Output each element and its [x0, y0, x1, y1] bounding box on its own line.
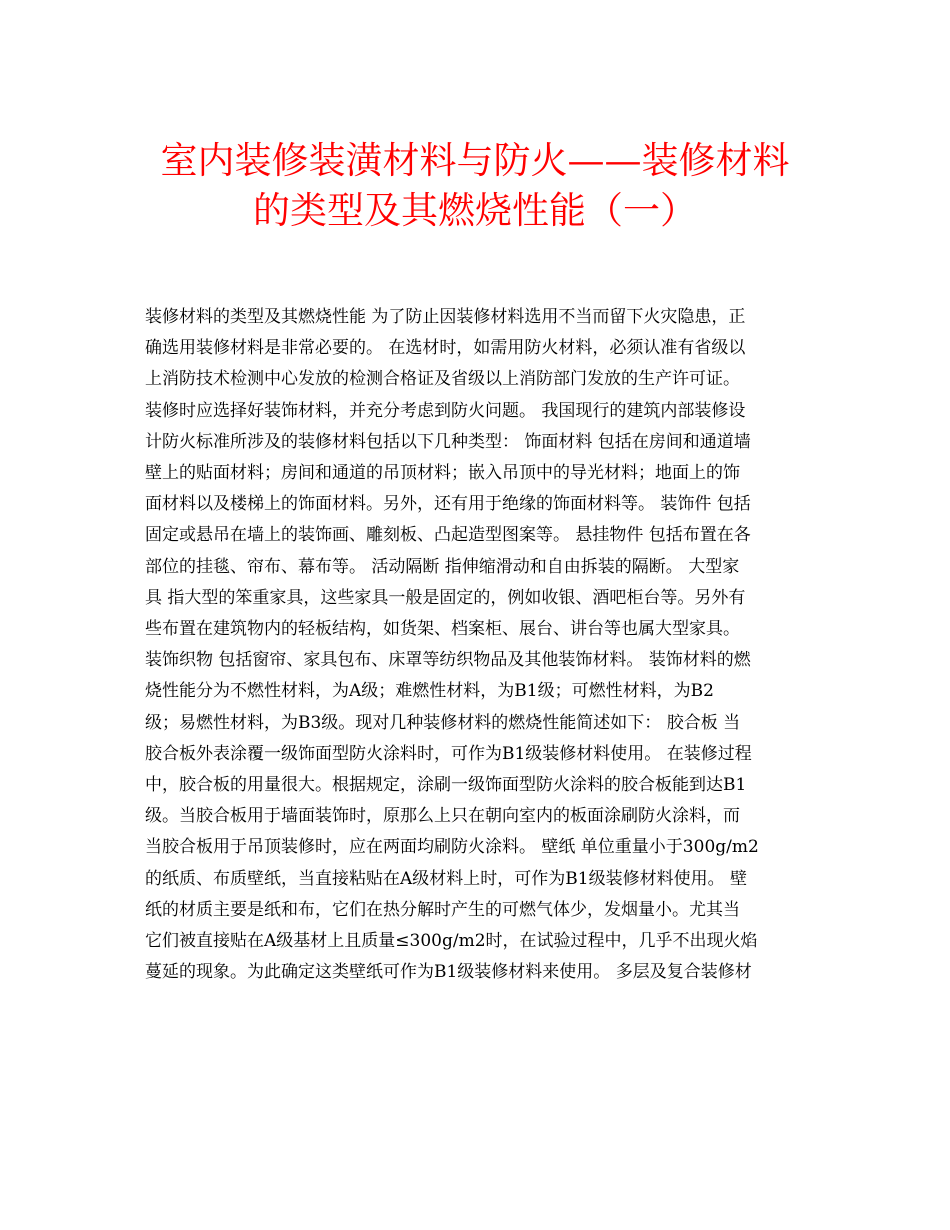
body-line: 确选用装修材料是非常必要的。 在选材时，如需用防火材料，必须认准有省级以: [145, 338, 746, 359]
body-line: 级。当胶合板用于墙面装饰时，原那么上只在朝向室内的板面涂刷防火涂料，而: [145, 806, 740, 827]
body-line: 烧性能分为不燃性材料，为A级；难燃性材料，为B1级；可燃性材料，为B2: [145, 681, 714, 702]
body-line: 面材料以及楼梯上的饰面材料。另外，还有用于绝缘的饰面材料等。 装饰件 包括: [145, 494, 751, 515]
body-line: 当胶合板用于吊顶装修时，应在两面均刷防火涂料。 壁纸 单位重量小于300g/m2: [145, 837, 759, 858]
title-line: 室内装修装潢材料与防火——装修材料: [160, 139, 790, 182]
body-line: 蔓延的现象。为此确定这类壁纸可作为B1级装修材料来使用。 多层及复合装修材: [145, 962, 752, 983]
body-line: 壁上的贴面材料；房间和通道的吊顶材料；嵌入吊顶中的导光材料；地面上的饰: [145, 463, 740, 484]
body-line: 计防火标准所涉及的装修材料包括以下几种类型： 饰面材料 包括在房间和通道墙: [145, 431, 751, 452]
body-line: 它们被直接贴在A级基材上且质量≤300g/m2时，在试验过程中，几乎不出现火焰: [145, 931, 758, 952]
body-line: 上消防技术检测中心发放的检测合格证及省级以上消防部门发放的生产许可证。: [145, 369, 740, 390]
body-line: 中，胶合板的用量很大。根据规定，涂刷一级饰面型防火涂料的胶合板能到达B1: [145, 775, 747, 796]
body-line: 装饰织物 包括窗帘、家具包布、床罩等纺织物品及其他装饰材料。 装饰材料的燃: [145, 650, 751, 671]
body-line: 级；易燃性材料，为B3级。现对几种装修材料的燃烧性能简述如下： 胶合板 当: [145, 712, 741, 733]
title-line: 的类型及其燃烧性能（一）: [253, 189, 697, 232]
body-line: 纸的材质主要是纸和布，它们在热分解时产生的可燃气体少，发烟量小。尤其当: [145, 899, 740, 920]
document-body: [145, 302, 815, 988]
body-line: 部位的挂毯、帘布、幕布等。 活动隔断 指伸缩滑动和自由拆装的隔断。 大型家: [145, 556, 740, 577]
body-line: 的纸质、布质壁纸，当直接粘贴在A级材料上时，可作为B1级装修材料使用。 壁: [145, 868, 747, 889]
body-line: 装修材料的类型及其燃烧性能 为了防止因装修材料选用不当而留下火灾隐患，正: [145, 307, 746, 327]
document-title: [120, 136, 830, 236]
body-line: 装修时应选择好装饰材料，并充分考虑到防火问题。 我国现行的建筑内部装修设: [145, 400, 746, 421]
body-line: 些布置在建筑物内的轻板结构，如货架、档案柜、展台、讲台等也属大型家具。: [145, 619, 740, 640]
body-line: 胶合板外表涂覆一级饰面型防火涂料时，可作为B1级装修材料使用。 在装修过程: [145, 743, 752, 764]
body-line: 固定或悬吊在墙上的装饰画、雕刻板、凸起造型图案等。 悬挂物件 包括布置在各: [145, 525, 751, 546]
body-line: 具 指大型的笨重家具，这些家具一般是固定的，例如收银、酒吧柜台等。另外有: [145, 587, 746, 608]
